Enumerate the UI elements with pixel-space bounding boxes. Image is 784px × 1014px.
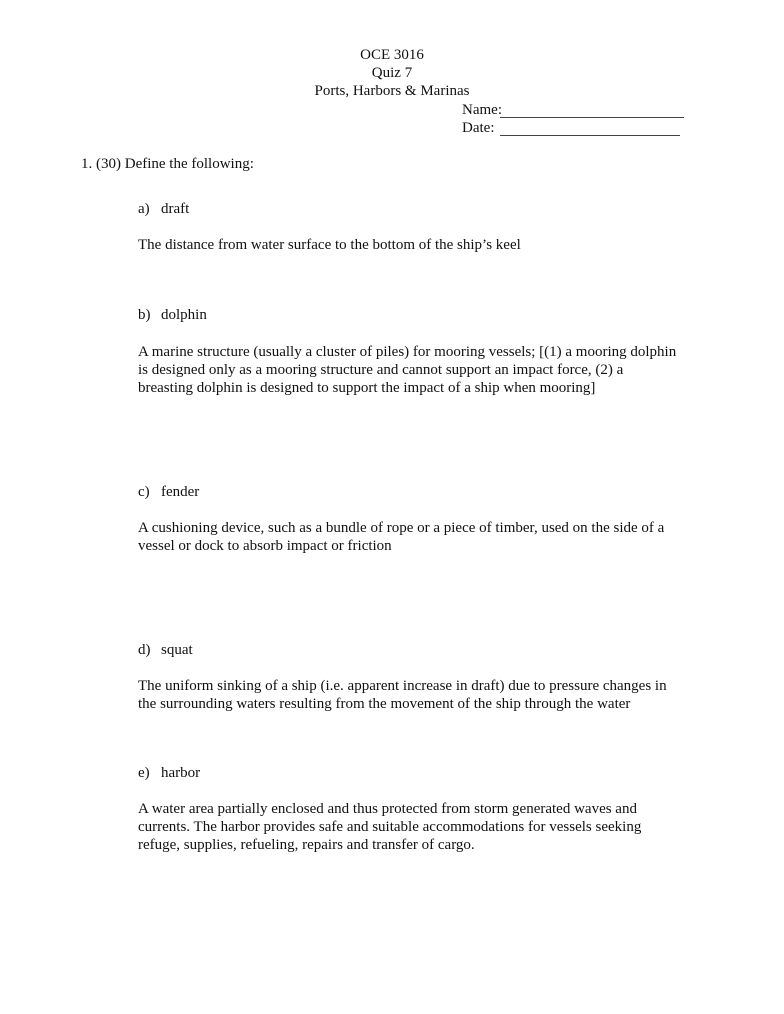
item-a-term: draft <box>161 201 190 217</box>
definition-line: vessel or dock to absorb impact or friction <box>138 538 392 554</box>
item-b-definition <box>138 343 676 397</box>
definition-line: is designed only as a mooring structure and cannot support an impact force, (2) a <box>138 362 624 378</box>
item-b-marker: b) <box>138 307 151 323</box>
definition-line: breasting dolphin is designed to support the impact of a ship when mooring] <box>138 380 596 396</box>
item-c-definition <box>138 519 664 555</box>
item-e-definition <box>138 800 641 854</box>
definition-line: A cushioning device, such as a bundle of rope or a piece of timber, used on the side of a <box>138 520 665 536</box>
item-a-marker: a) <box>138 201 150 217</box>
name-label: Name: <box>462 102 502 118</box>
item-e-term: harbor <box>161 765 201 781</box>
quiz-title: Quiz 7 <box>371 65 413 81</box>
definition-line: the surrounding waters resulting from the movement of the ship through the water <box>138 696 631 712</box>
item-a-definition <box>138 236 521 254</box>
item-c-term: fender <box>161 484 200 500</box>
definition-line: A marine structure (usually a cluster of piles) for mooring vessels; [(1) a mooring dolphin <box>138 344 677 360</box>
quiz-topic: Ports, Harbors & Marinas <box>314 83 470 99</box>
item-b-term: dolphin <box>161 307 207 323</box>
item-d-marker: d) <box>138 642 151 658</box>
definition-line: A water area partially enclosed and thus protected from storm generated waves and <box>138 801 637 817</box>
date-underline <box>500 135 680 136</box>
date-label: Date: <box>462 120 495 136</box>
definition-line: currents. The harbor provides safe and suitable accommodations for vessels seeking <box>138 819 642 835</box>
item-d-term: squat <box>161 642 193 658</box>
name-underline <box>500 117 684 118</box>
item-c-marker: c) <box>138 484 150 500</box>
item-d-definition <box>138 677 667 713</box>
definition-line: The distance from water surface to the bottom of the ship’s keel <box>138 237 521 253</box>
definition-line: refuge, supplies, refueling, repairs and transfer of cargo. <box>138 837 475 853</box>
question-prompt: 1. (30) Define the following: <box>81 156 254 172</box>
item-e-marker: e) <box>138 765 150 781</box>
definition-line: The uniform sinking of a ship (i.e. apparent increase in draft) due to pressure changes in <box>138 678 667 694</box>
course-code: OCE 3016 <box>360 47 424 63</box>
